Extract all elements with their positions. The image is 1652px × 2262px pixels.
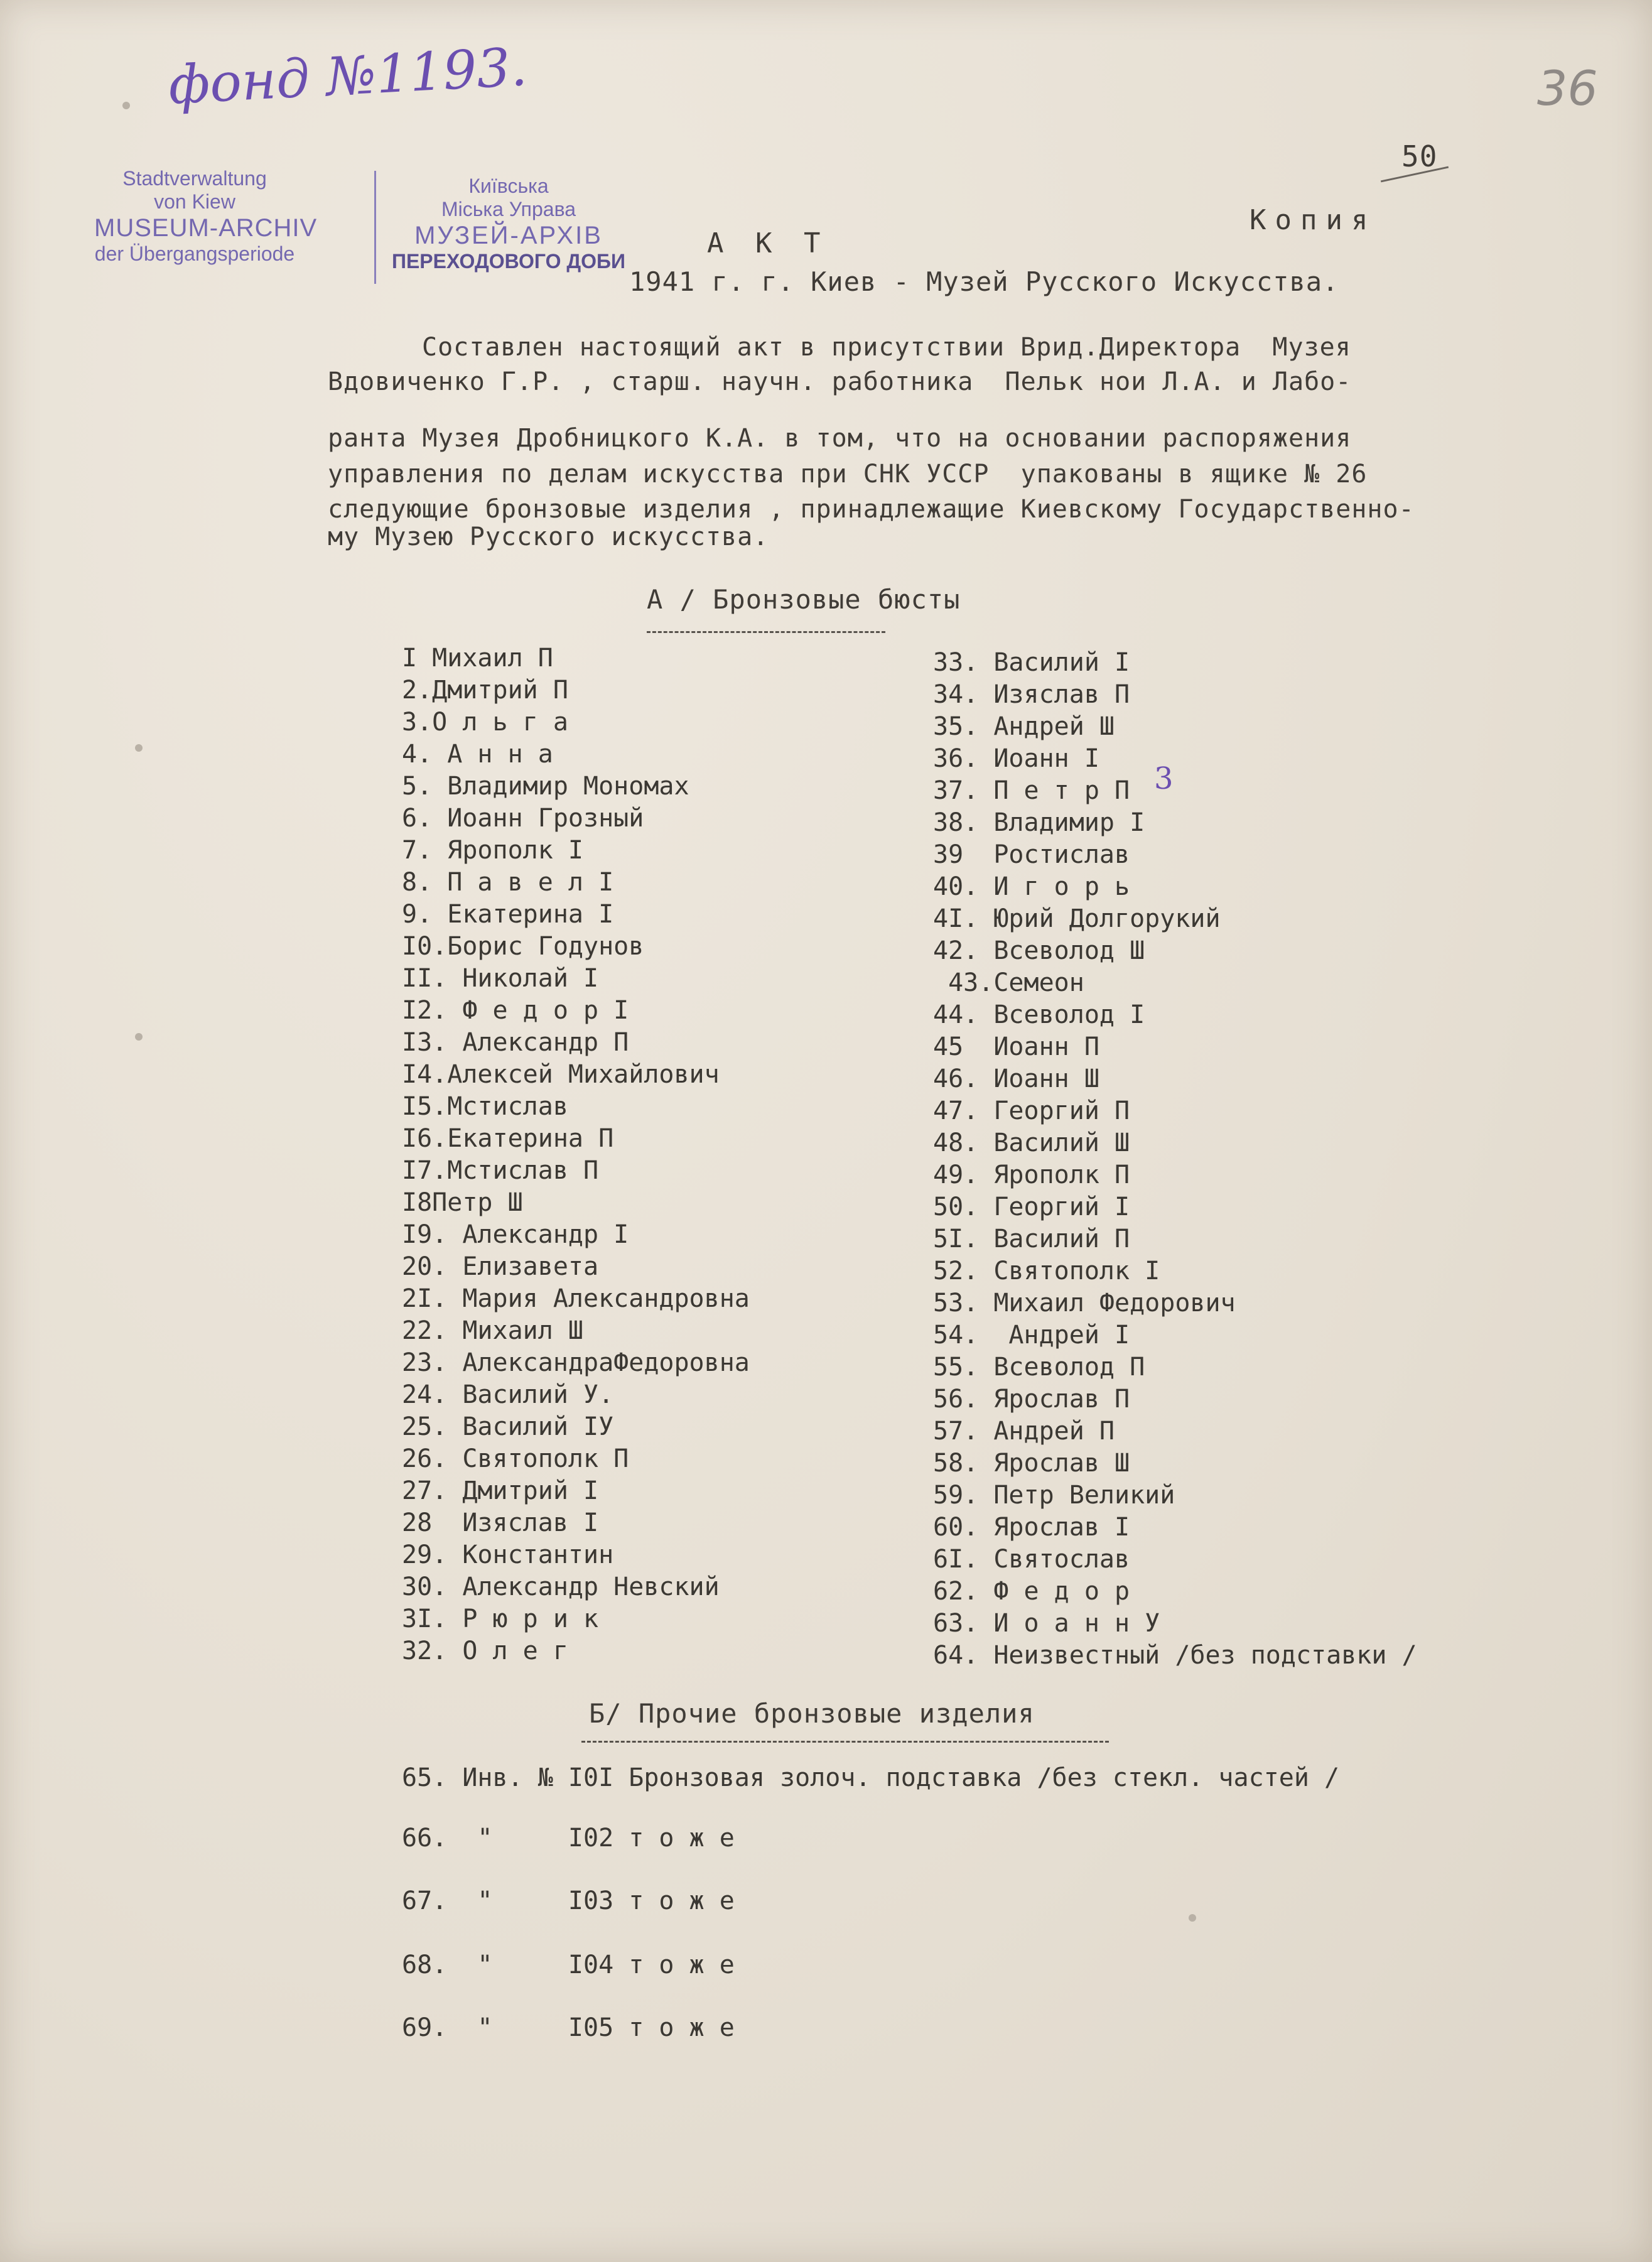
list-item: 25. Василий ІУ (402, 1412, 614, 1441)
list-item: 28 Изяслав І (402, 1508, 599, 1537)
list-item: І6.Екатерина П (402, 1124, 614, 1153)
list-item: 65. Инв. № І0І Бронзовая золоч. подставка /без стекл. частей / (402, 1763, 1340, 1792)
copy-label: Копия (1250, 204, 1377, 236)
list-item: 3І. Р ю р и к (402, 1605, 599, 1633)
handwritten-correction-mark: 3 (1154, 761, 1174, 796)
list-item: 66. " І02 т о ж е (402, 1824, 735, 1853)
list-item: 27. Дмитрий І (402, 1476, 599, 1505)
body-line: Вдовиченко Г.Р. , старш. научн. работника Пельк нои Л.А. и Лабо- (328, 367, 1352, 396)
punch-mark (1189, 1914, 1196, 1922)
list-item: 3.О л ь г а (402, 708, 568, 737)
list-item: 50. Георгий І (933, 1193, 1130, 1221)
list-item: 8. П а в е л І (402, 868, 614, 897)
list-item: 58. Ярослав Ш (933, 1449, 1130, 1478)
list-item: 46. Иоанн Ш (933, 1064, 1099, 1093)
list-item: І8Петр Ш (402, 1188, 523, 1217)
body-line: ранта Музея Дробницкого К.А. в том, что на основании распоряжения (328, 424, 1352, 453)
body-line: Составлен настоящий акт в присутствии Врид.Директора Музея (422, 333, 1351, 362)
list-item: 43.Семеон (933, 968, 1084, 997)
list-item: 48. Василий Ш (933, 1128, 1130, 1157)
list-item: І5.Мстислав (402, 1092, 568, 1121)
document-title-act: А К Т (707, 227, 828, 259)
list-item: 2І. Мария Александровна (402, 1284, 750, 1313)
list-item: 39 Ростислав (933, 840, 1130, 869)
list-item: 64. Неизвестный /без подставки / (933, 1641, 1417, 1670)
busts-list-right (933, 647, 1417, 1672)
list-item: 34. Изяслав П (933, 680, 1130, 709)
list-item: 26. Святополк П (402, 1444, 629, 1473)
list-item: 24. Василий У. (402, 1380, 614, 1409)
list-item: 5. Владимир Мономах (402, 772, 689, 801)
punch-mark (122, 102, 130, 109)
list-item: 69. " І05 т о ж е (402, 2013, 735, 2042)
list-item: 42. Всеволод Ш (933, 936, 1145, 965)
list-item: 38. Владимир І (933, 808, 1145, 837)
section-b-title: Б/ Прочие бронзовые изделия (589, 1698, 1035, 1729)
list-item: 9. Екатерина І (402, 900, 614, 929)
list-item: 2.Дмитрий П (402, 676, 568, 705)
list-item: 47. Георгий П (933, 1096, 1130, 1125)
list-item: 49. Ярополк П (933, 1161, 1130, 1189)
list-item: 33. Василий І (933, 648, 1130, 677)
list-item: 60. Ярослав І (933, 1513, 1130, 1542)
sheet-number-pencil: 36 (1537, 60, 1598, 116)
punch-mark (135, 744, 143, 752)
list-item: І2. Ф е д о р І (402, 996, 629, 1025)
museum-archive-stamp-de: Stadtverwaltung von Kiew MUSEUM-ARCHIV der Übergangsperiode (94, 167, 318, 265)
list-item: ІІ. Николай І (402, 964, 599, 993)
list-item: І4.Алексей Михайлович (402, 1060, 720, 1089)
list-item: 4. А н н а (402, 740, 553, 769)
list-item: 56. Ярослав П (933, 1385, 1130, 1414)
list-item: 40. И г о р ь (933, 872, 1130, 901)
list-item: 62. Ф е д о р (933, 1577, 1130, 1606)
list-item: 54. Андрей І (933, 1321, 1130, 1350)
list-item: 59. Петр Великий (933, 1481, 1175, 1510)
list-item: 29. Константин (402, 1540, 614, 1569)
section-b-underline (581, 1741, 1109, 1743)
list-item: ІЗ. Александр П (402, 1028, 629, 1057)
list-item: 32. О л е г (402, 1637, 568, 1665)
list-item: 6І. Святослав (933, 1545, 1130, 1574)
list-item: 63. И о а н н У (933, 1609, 1160, 1638)
body-line: му Музею Русского искусства. (328, 522, 769, 551)
punch-mark (135, 1033, 143, 1041)
body-line: следующие бронзовые изделия , принадлежащие Киевскому Государственно- (328, 495, 1415, 524)
section-a-title: А / Бронзовые бюсты (647, 584, 961, 615)
list-item: І0.Борис Годунов (402, 932, 644, 961)
list-item: І Михаил П (402, 644, 553, 673)
busts-list-left (402, 642, 750, 1667)
body-line: управления по делам искусства при СНК УССР упакованы в ящике № 26 (328, 460, 1368, 489)
stamp-divider (374, 171, 376, 284)
list-item: 57. Андрей П (933, 1417, 1115, 1446)
list-item: 68. " І04 т о ж е (402, 1951, 735, 1979)
list-item: І9. Александр І (402, 1220, 629, 1249)
list-item: 44. Всеволод І (933, 1000, 1145, 1029)
list-item: 37. П е т р П (933, 776, 1130, 805)
list-item: 7. Ярополк І (402, 836, 583, 865)
section-a-underline (647, 631, 885, 633)
list-item: 5І. Василий П (933, 1225, 1130, 1253)
list-item: 20. Елизавета (402, 1252, 599, 1281)
fond-handwritten-label: фонд №1193. (166, 36, 529, 116)
list-item: 6. Иоанн Грозный (402, 804, 644, 833)
list-item: 52. Святополк І (933, 1257, 1160, 1285)
list-item: 36. Иоанн І (933, 744, 1099, 773)
page-number: 50 (1401, 139, 1438, 173)
list-item: 30. Александр Невский (402, 1572, 720, 1601)
list-item: 22. Михаил Ш (402, 1316, 583, 1345)
museum-archive-stamp-ua: Київська Міська Управа МУЗЕЙ-АРХІВ ПЕРЕХОДОВОГО ДОБИ (391, 175, 626, 273)
document-date-line: 1941 г. г. Киев - Музей Русского Искусства. (629, 266, 1339, 297)
list-item: 67. " І03 т о ж е (402, 1886, 735, 1915)
list-item: 23. АлександраФедоровна (402, 1348, 750, 1377)
list-item: І7.Мстислав П (402, 1156, 599, 1185)
list-item: 35. Андрей Ш (933, 712, 1115, 741)
list-item: 45 Иоанн П (933, 1032, 1099, 1061)
list-item: 53. Михаил Федорович (933, 1289, 1236, 1318)
list-item: 4І. Юрий Долгорукий (933, 904, 1221, 933)
list-item: 55. Всеволод П (933, 1353, 1145, 1382)
